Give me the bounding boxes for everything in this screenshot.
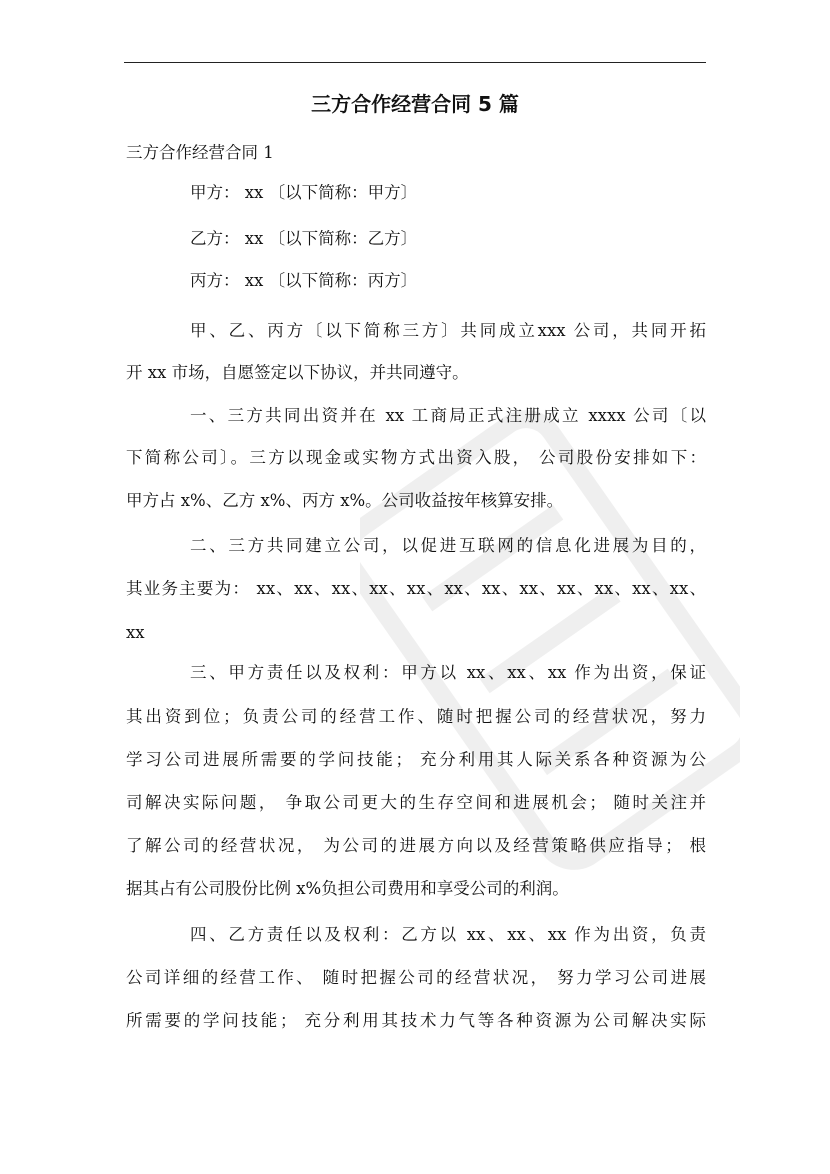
paragraph-line: 三、甲方责任以及权利：甲方以 xx、xx、xx 作为出资，保证 [190,663,706,682]
paragraph-line: 一、三方共同出资并在 xx 工商局正式注册成立 xxxx 公司〔以 [190,406,706,425]
paragraph-line: 所需要的学问技能； 充分利用其技术力气等各种资源为公司解决实际 [126,1011,706,1030]
paragraph-line: 其业务主要为： xx、xx、xx、xx、xx、xx、xx、xx、xx、xx、xx、xx、 [126,579,706,598]
section-heading: 三方合作经营合同 1 [126,143,274,162]
party-a-line: 甲方： xx 〔以下简称：甲方〕 [190,183,418,202]
paragraph-line: 其出资到位；负责公司的经营工作、随时把握公司的经营状况，努力 [126,707,706,726]
document-title: 三方合作经营合同 5 篇 [311,92,519,116]
paragraph-line: 四、乙方责任以及权利：乙方以 xx、xx、xx 作为出资，负责 [190,925,706,944]
paragraph-line: 下简称公司〕。三方以现金或实物方式出资入股， 公司股份安排如下： [126,448,706,467]
paragraph-line: 开 xx 市场，自愿签定以下协议，并共同遵守。 [126,363,469,382]
paragraph-line: 司解决实际问题， 争取公司更大的生存空间和进展机会； 随时关注并 [126,793,706,812]
paragraph-line: 二、三方共同建立公司，以促进互联网的信息化进展为目的， [190,536,706,555]
party-b-line: 乙方： xx 〔以下简称：乙方〕 [190,229,418,248]
paragraph-line: 了解公司的经营状况， 为公司的进展方向以及经营策略供应指导； 根 [126,836,706,855]
paragraph-line: 公司详细的经营工作、 随时把握公司的经营状况， 努力学习公司进展 [126,968,706,987]
party-c-line: 丙方： xx 〔以下简称：丙方〕 [190,271,418,290]
paragraph-line: 据其占有公司股份比例 x%负担公司费用和享受公司的利润。 [126,879,569,898]
paragraph-line: 学习公司进展所需要的学问技能； 充分利用其人际关系各种资源为公 [126,750,706,769]
paragraph-line: 甲方占 x%、乙方 x%、丙方 x%。公司收益按年核算安排。 [126,491,564,510]
paragraph-line: xx [126,623,145,642]
header-rule [124,62,706,63]
paragraph-line: 甲、乙、丙方〔以下简称三方〕共同成立xxx 公司，共同开拓 [190,321,706,340]
